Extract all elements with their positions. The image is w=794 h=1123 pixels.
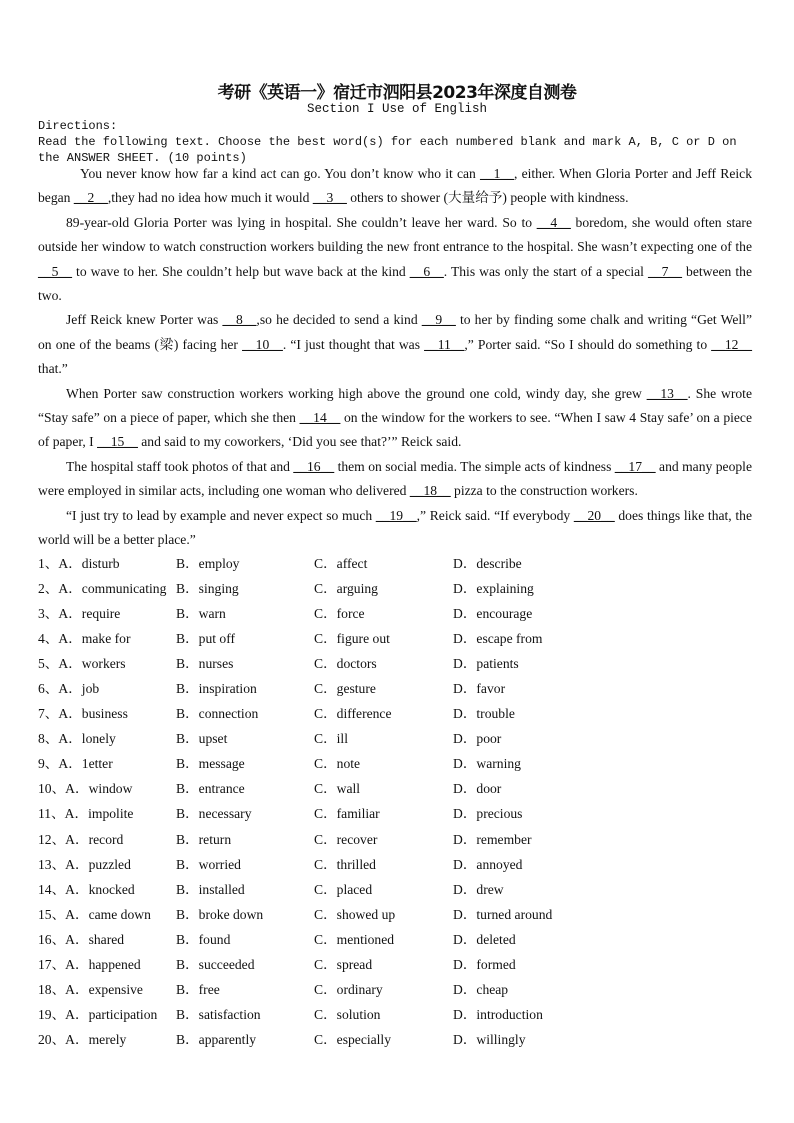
passage-text: them on social media. The simple acts of kindness <box>334 458 615 474</box>
question-options-row <box>38 977 758 1002</box>
numbered-blank: __19__ <box>375 507 417 523</box>
option-a: 4、A．make for <box>38 631 131 647</box>
option-a: 6、A．job <box>38 681 100 697</box>
option-d: D．trouble <box>453 706 515 722</box>
option-b: B．found <box>176 931 231 947</box>
passage-text: ,” Reick said. “If everybody <box>416 507 574 523</box>
numbered-blank: __2__ <box>73 190 108 206</box>
passage-text: The hospital staff took photos of that and <box>66 458 294 474</box>
numbered-blank: __6__ <box>409 263 444 279</box>
passage-text: . This was only the start of a special <box>443 263 648 279</box>
option-b: B．upset <box>176 731 228 747</box>
passage-text: , either. When Gloria Porter and Jeff Reick began <box>38 166 752 206</box>
passage-text: You never know how far a kind act can go. You don’t know who it can <box>80 166 481 181</box>
option-a: 12、A．record <box>38 831 124 847</box>
passage-text: on the window for the workers to see. “When I saw 4 Stay safe’ on a piece of paper, I <box>38 410 752 450</box>
question-options-row <box>38 827 758 852</box>
directions <box>38 118 758 166</box>
option-c: C．gesture <box>314 681 376 697</box>
question-options-row <box>38 576 758 601</box>
numbered-blank: __7__ <box>648 263 682 279</box>
numbered-blank: __8__ <box>222 312 257 328</box>
question-options-row <box>38 701 758 726</box>
passage-text: Jeff Reick knew Porter was <box>66 312 223 328</box>
option-d: D．formed <box>453 956 516 972</box>
option-a: 7、A．business <box>38 706 128 722</box>
option-d: D．door <box>453 781 502 797</box>
passage-text: that.” <box>38 361 68 377</box>
option-d: D．poor <box>453 731 502 747</box>
option-b: B．connection <box>176 706 259 722</box>
option-c: C．mentioned <box>314 931 395 947</box>
passage-text: When Porter saw construction workers working high above the ground one cold, windy day, she grew <box>66 385 647 401</box>
passage-text: and many people were employed in similar acts, including one woman who delivered <box>38 458 752 499</box>
numbered-blank: __17__ <box>614 458 656 474</box>
option-a: 18、A．expensive <box>38 981 143 997</box>
option-c: C．spread <box>314 956 373 972</box>
question-options-row <box>38 852 758 877</box>
option-d: D．willingly <box>453 1031 526 1047</box>
option-a: 2、A．communicating <box>38 581 167 597</box>
numbered-blank: __10__ <box>242 336 283 352</box>
option-d: D．explaining <box>453 581 534 597</box>
option-a: 15、A．came down <box>38 906 151 922</box>
option-d: D．cheap <box>453 981 509 997</box>
option-d: D．precious <box>453 806 523 822</box>
option-d: D．describe <box>453 556 522 571</box>
question-options-row <box>38 751 758 776</box>
question-options-row <box>38 601 758 626</box>
option-c: C．thrilled <box>314 856 376 872</box>
option-a: 19、A．participation <box>38 1006 158 1022</box>
cloze-passage <box>38 162 752 553</box>
question-options-row <box>38 801 758 826</box>
option-b: B．put off <box>176 631 236 647</box>
question-options-row <box>38 1002 758 1027</box>
question-options-row <box>38 902 758 927</box>
option-c: C．ill <box>314 731 348 747</box>
option-b: B．free <box>176 981 220 997</box>
question-options-row <box>38 927 758 952</box>
directions-label: Directions: <box>38 119 118 133</box>
option-d: D．encourage <box>453 606 533 622</box>
option-a: 8、A．lonely <box>38 731 116 747</box>
option-c: C．ordinary <box>314 981 383 997</box>
question-options-row <box>38 952 758 977</box>
question-options-row <box>38 877 758 902</box>
option-c: C．difference <box>314 706 392 722</box>
option-b: B．satisfaction <box>176 1006 261 1022</box>
passage-text: . “I just thought that was <box>282 336 425 352</box>
option-a: 16、A．shared <box>38 931 125 947</box>
option-a: 17、A．happened <box>38 956 141 972</box>
question-options-row <box>38 626 758 651</box>
option-a: 11、A．impolite <box>38 806 134 822</box>
option-c: C．note <box>314 756 361 772</box>
option-a: 1、A．disturb <box>38 556 120 571</box>
passage-paragraph <box>38 211 752 309</box>
numbered-blank: __1__ <box>480 166 514 181</box>
option-c: C．force <box>314 606 365 622</box>
passage-paragraph <box>38 382 752 455</box>
option-d: D．drew <box>453 881 504 897</box>
passage-text: does things like that, the world will be a better place.” <box>38 507 752 548</box>
numbered-blank: __20__ <box>573 507 615 523</box>
numbered-blank: __3__ <box>312 190 347 206</box>
option-a: 9、A．1etter <box>38 756 113 772</box>
option-d: D．escape from <box>453 631 543 647</box>
question-options-row <box>38 726 758 751</box>
passage-text: between the two. <box>38 263 752 304</box>
question-options-row <box>38 1027 758 1052</box>
document-title: 考研《英语一》宿迁市泗阳县2023年深度自测卷 <box>217 83 577 103</box>
option-d: D．introduction <box>453 1006 543 1022</box>
passage-text: others to shower (大量给予) people with kindness. <box>346 190 629 206</box>
passage-text: ,” Porter said. “So I should do something to <box>464 336 712 352</box>
option-d: D．warning <box>453 756 521 772</box>
numbered-blank: __16__ <box>293 458 335 474</box>
option-b: B．nurses <box>176 656 234 672</box>
passage-text: to wave to her. She couldn’t help but wave back at the kind <box>71 263 410 279</box>
question-options-row <box>38 776 758 801</box>
option-b: B．entrance <box>176 781 245 797</box>
option-d: D．annoyed <box>453 856 523 872</box>
numbered-blank: __11__ <box>424 336 465 352</box>
option-c: C．wall <box>314 781 361 797</box>
passage-paragraph <box>38 162 752 211</box>
option-d: D．turned around <box>453 906 553 922</box>
passage-paragraph <box>38 455 752 504</box>
option-d: D．favor <box>453 681 506 697</box>
option-b: B．broke down <box>176 906 264 922</box>
option-a: 20、A．merely <box>38 1031 127 1047</box>
option-d: D．deleted <box>453 931 516 947</box>
question-options-row <box>38 651 758 676</box>
passage-text: boredom, she would often stare outside her window to watch construction workers building the new front entrance to the hospital. She wasn’t expecting one of the <box>38 214 752 255</box>
option-b: B．installed <box>176 881 245 897</box>
passage-paragraph <box>38 308 752 381</box>
option-a: 5、A．workers <box>38 656 126 672</box>
option-a: 10、A．window <box>38 781 133 797</box>
option-b: B．employ <box>176 556 240 571</box>
numbered-blank: __9__ <box>421 312 456 328</box>
option-b: B．singing <box>176 581 239 597</box>
numbered-blank: __13__ <box>646 385 688 401</box>
numbered-blank: __5__ <box>38 263 72 279</box>
passage-text: 89-year-old Gloria Porter was lying in hospital. She couldn’t leave her ward. So to <box>66 214 537 230</box>
passage-text: “I just try to lead by example and never expect so much <box>66 507 376 523</box>
option-c: C．especially <box>314 1031 392 1047</box>
option-b: B．worried <box>176 856 241 872</box>
passage-text: pizza to the construction workers. <box>450 483 638 499</box>
option-b: B．warn <box>176 606 226 622</box>
numbered-blank: __15__ <box>97 434 138 450</box>
option-c: C．placed <box>314 881 373 897</box>
option-c: C．figure out <box>314 631 390 647</box>
numbered-blank: __4__ <box>536 214 571 230</box>
option-c: C．showed up <box>314 906 396 922</box>
options-list <box>38 551 758 1052</box>
numbered-blank: __14__ <box>299 410 341 426</box>
option-c: C．solution <box>314 1006 381 1022</box>
passage-paragraph <box>38 504 752 553</box>
option-b: B．message <box>176 756 245 772</box>
option-c: C．arguing <box>314 581 378 597</box>
option-b: B．apparently <box>176 1031 257 1047</box>
option-b: B．return <box>176 831 232 847</box>
option-a: 14、A．knocked <box>38 881 135 897</box>
option-d: D．remember <box>453 831 532 847</box>
option-a: 13、A．puzzled <box>38 856 131 872</box>
passage-text: to her by finding some chalk and writing “Get Well” on one of the beams (梁) facing her <box>38 312 752 352</box>
option-c: C．familiar <box>314 806 380 822</box>
question-options-row <box>38 551 758 576</box>
option-c: C．recover <box>314 831 378 847</box>
question-options-row <box>38 676 758 701</box>
numbered-blank: __18__ <box>409 483 451 499</box>
passage-text: ,so he decided to send a kind <box>256 312 422 328</box>
option-c: C．doctors <box>314 656 377 672</box>
section-heading: Section I Use of English <box>306 102 488 116</box>
option-c: C．affect <box>314 556 368 571</box>
option-d: D．patients <box>453 656 519 672</box>
passage-text: ,they had no idea how much it would <box>107 190 313 206</box>
option-b: B．necessary <box>176 806 252 822</box>
option-a: 3、A．require <box>38 606 121 622</box>
passage-text: and said to my coworkers, ‘Did you see that?’” Reick said. <box>137 434 462 450</box>
directions-text: Read the following text. Choose the best word(s) for each numbered blank and mark A, B, C or D on the ANSWER SHEET. (10 points) <box>38 135 737 165</box>
passage-text: . She wrote “Stay safe” on a piece of paper, which she then <box>38 385 752 426</box>
option-b: B．inspiration <box>176 681 257 697</box>
option-b: B．succeeded <box>176 956 255 972</box>
numbered-blank: __12__ <box>711 336 752 352</box>
